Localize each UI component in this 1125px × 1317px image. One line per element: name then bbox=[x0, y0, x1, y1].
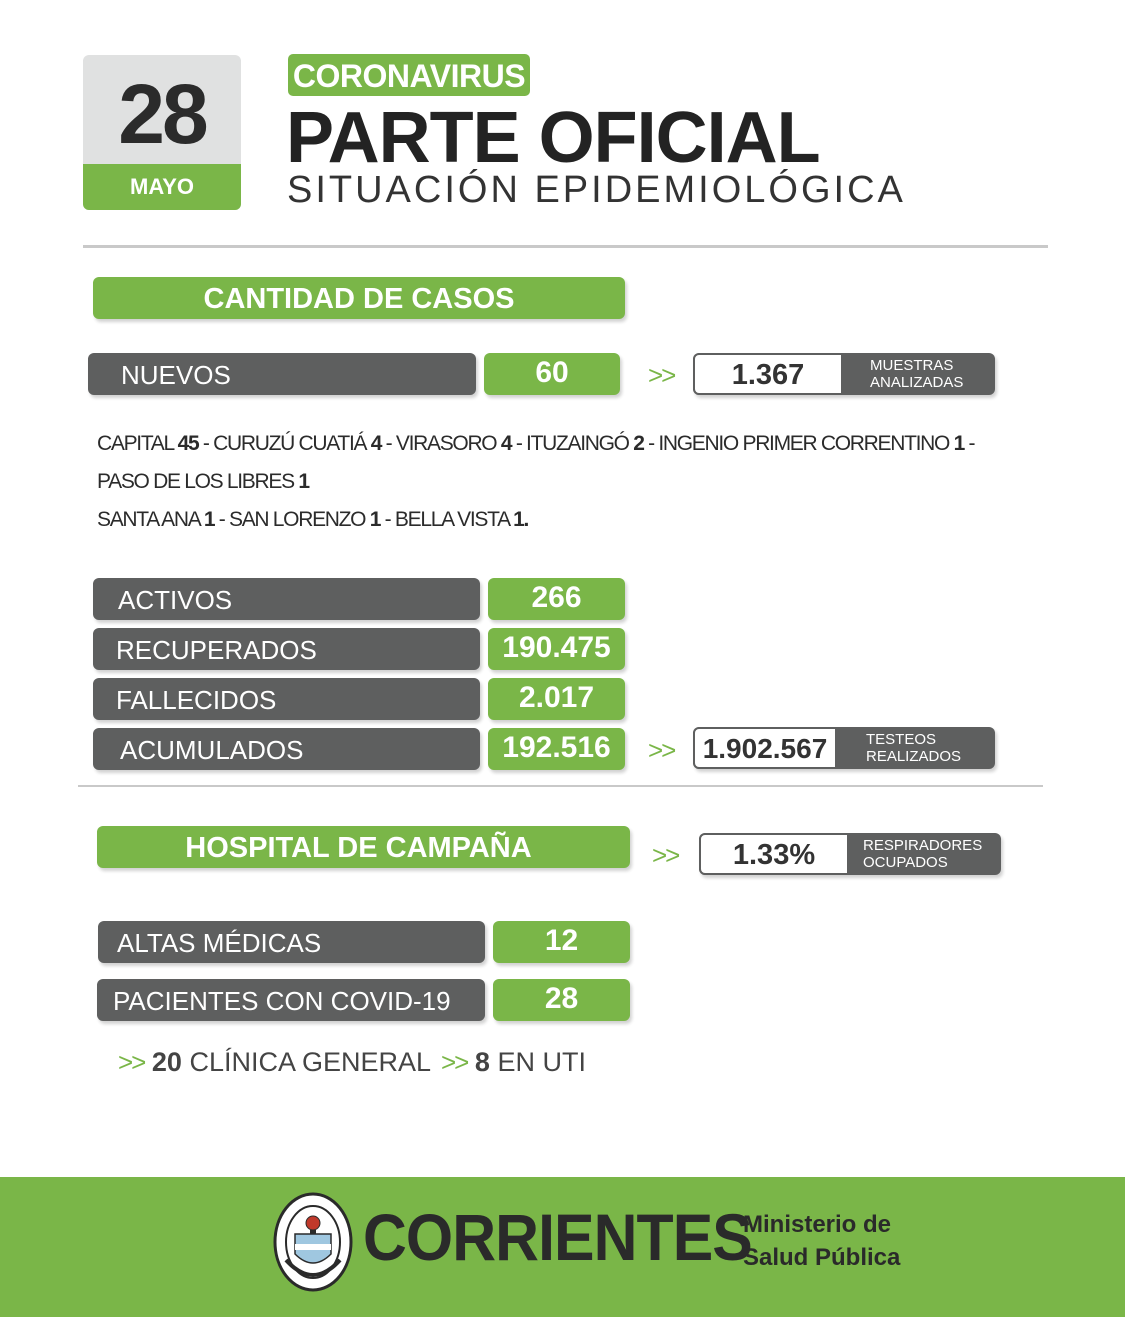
chevron-right-icon: >> bbox=[118, 1047, 145, 1077]
ministry-name bbox=[743, 1208, 900, 1274]
localidad-name: PASO DE LOS LIBRES bbox=[97, 470, 299, 493]
testeos-caption-line-1: TESTEOS bbox=[866, 731, 937, 748]
ministry-line-2: Salud Pública bbox=[743, 1244, 901, 1271]
section-hospital-title: HOSPITAL DE CAMPAÑA bbox=[97, 826, 630, 868]
stat-value-recuperados: 190.475 bbox=[488, 628, 625, 670]
stat-label-recuperados: RECUPERADOS bbox=[93, 628, 480, 670]
localidad-count: 4 bbox=[370, 432, 382, 455]
respiradores-box bbox=[699, 833, 1001, 875]
clinica-label: CLÍNICA GENERAL bbox=[189, 1047, 432, 1077]
muestras-box bbox=[693, 353, 995, 395]
muestras-caption-line-1: MUESTRAS bbox=[870, 357, 954, 374]
localidad-item bbox=[395, 508, 528, 531]
localidad-count: 1 bbox=[203, 508, 215, 531]
localidad-name: CAPITAL bbox=[97, 432, 178, 455]
nuevos-value: 60 bbox=[484, 353, 620, 395]
clinica-general-item bbox=[118, 1045, 431, 1079]
province-wordmark: CORRIENTES bbox=[363, 1200, 752, 1274]
stat-label-activos: ACTIVOS bbox=[93, 578, 480, 620]
stat-value-acumulados: 192.516 bbox=[488, 728, 625, 770]
localidad-item bbox=[526, 432, 644, 455]
chevron-right-icon: >> bbox=[652, 840, 679, 870]
pacientes-value: 28 bbox=[493, 979, 630, 1021]
localidad-item bbox=[213, 432, 381, 455]
ministry-line-1: Ministerio de bbox=[743, 1211, 892, 1238]
localidad-count: 1 bbox=[953, 432, 964, 455]
stat-value-activos: 266 bbox=[488, 578, 625, 620]
nuevos-label: NUEVOS bbox=[88, 353, 476, 395]
localidad-name: CURUZÚ CUATIÁ bbox=[213, 432, 371, 455]
stat-label-fallecidos: FALLECIDOS bbox=[93, 678, 480, 720]
respiradores-caption-line-2: OCUPADOS bbox=[863, 854, 948, 871]
testeos-box bbox=[693, 727, 995, 769]
province-seal-icon bbox=[272, 1190, 354, 1294]
section-casos-title: CANTIDAD DE CASOS bbox=[93, 277, 625, 319]
uti-label: EN UTI bbox=[497, 1047, 586, 1077]
respiradores-caption-line-1: RESPIRADORES bbox=[863, 837, 983, 854]
testeos-caption-line-2: REALIZADOS bbox=[866, 748, 962, 765]
localidad-count: 1 bbox=[369, 508, 381, 531]
localidad-item bbox=[97, 432, 198, 455]
localidad-count: 4 bbox=[500, 432, 512, 455]
chevron-right-icon: >> bbox=[648, 735, 675, 765]
altas-value: 12 bbox=[493, 921, 630, 963]
localidades-list: CAPITAL 45 - CURUZÚ CUATIÁ 4 - VIRASORO 4 - ITUZAINGÓ 2 - INGENIO PRIMER CORRENTINO 1 - PASO DE LOS LIBRES 1 SANTA ANA 1 - SAN LORENZO 1 - BELLA VISTA 1. bbox=[97, 432, 975, 531]
testeos-caption bbox=[866, 731, 961, 765]
stat-value-fallecidos: 2.017 bbox=[488, 678, 625, 720]
coronavirus-tag: CORONAVIRUS bbox=[288, 54, 530, 96]
clinica-count: 20 bbox=[151, 1047, 182, 1077]
date-badge bbox=[83, 55, 241, 210]
localidad-name: ITUZAINGÓ bbox=[526, 432, 634, 455]
date-day: 28 bbox=[118, 67, 206, 161]
localidad-name: VIRASORO bbox=[395, 432, 501, 455]
page-subtitle: SITUACIÓN EPIDEMIOLÓGICA bbox=[287, 169, 906, 211]
localidad-count: 2 bbox=[633, 432, 644, 455]
localidad-item bbox=[229, 508, 380, 531]
localidad-name: SAN LORENZO bbox=[228, 508, 370, 531]
localidad-item bbox=[97, 508, 214, 531]
stat-label-acumulados: ACUMULADOS bbox=[93, 728, 480, 770]
uti-count: 8 bbox=[474, 1047, 490, 1077]
chevron-right-icon: >> bbox=[441, 1047, 468, 1077]
localidad-count: 1. bbox=[513, 508, 529, 531]
chevron-right-icon: >> bbox=[648, 360, 675, 390]
header-divider bbox=[83, 245, 1048, 248]
respiradores-value: 1.33% bbox=[699, 833, 849, 875]
localidad-item bbox=[97, 470, 309, 493]
uti-item bbox=[441, 1045, 586, 1079]
localidad-name: INGENIO PRIMER CORRENTINO bbox=[658, 432, 954, 455]
respiradores-caption bbox=[863, 837, 982, 871]
localidad-count: 1 bbox=[298, 470, 309, 493]
date-month: MAYO bbox=[83, 164, 241, 210]
pacientes-label: PACIENTES CON COVID-19 bbox=[97, 979, 485, 1021]
altas-label: ALTAS MÉDICAS bbox=[98, 921, 485, 963]
localidad-name: SANTA ANA bbox=[97, 508, 204, 531]
localidad-name: BELLA VISTA bbox=[394, 508, 514, 531]
section-divider bbox=[78, 785, 1043, 787]
muestras-value: 1.367 bbox=[693, 353, 843, 395]
localidad-item bbox=[396, 432, 511, 455]
muestras-caption-line-2: ANALIZADAS bbox=[870, 374, 964, 391]
page-title: PARTE OFICIAL bbox=[286, 98, 820, 178]
testeos-value: 1.902.567 bbox=[693, 727, 837, 769]
muestras-caption bbox=[870, 357, 963, 391]
localidad-count: 45 bbox=[177, 432, 199, 455]
localidad-item bbox=[658, 432, 964, 455]
